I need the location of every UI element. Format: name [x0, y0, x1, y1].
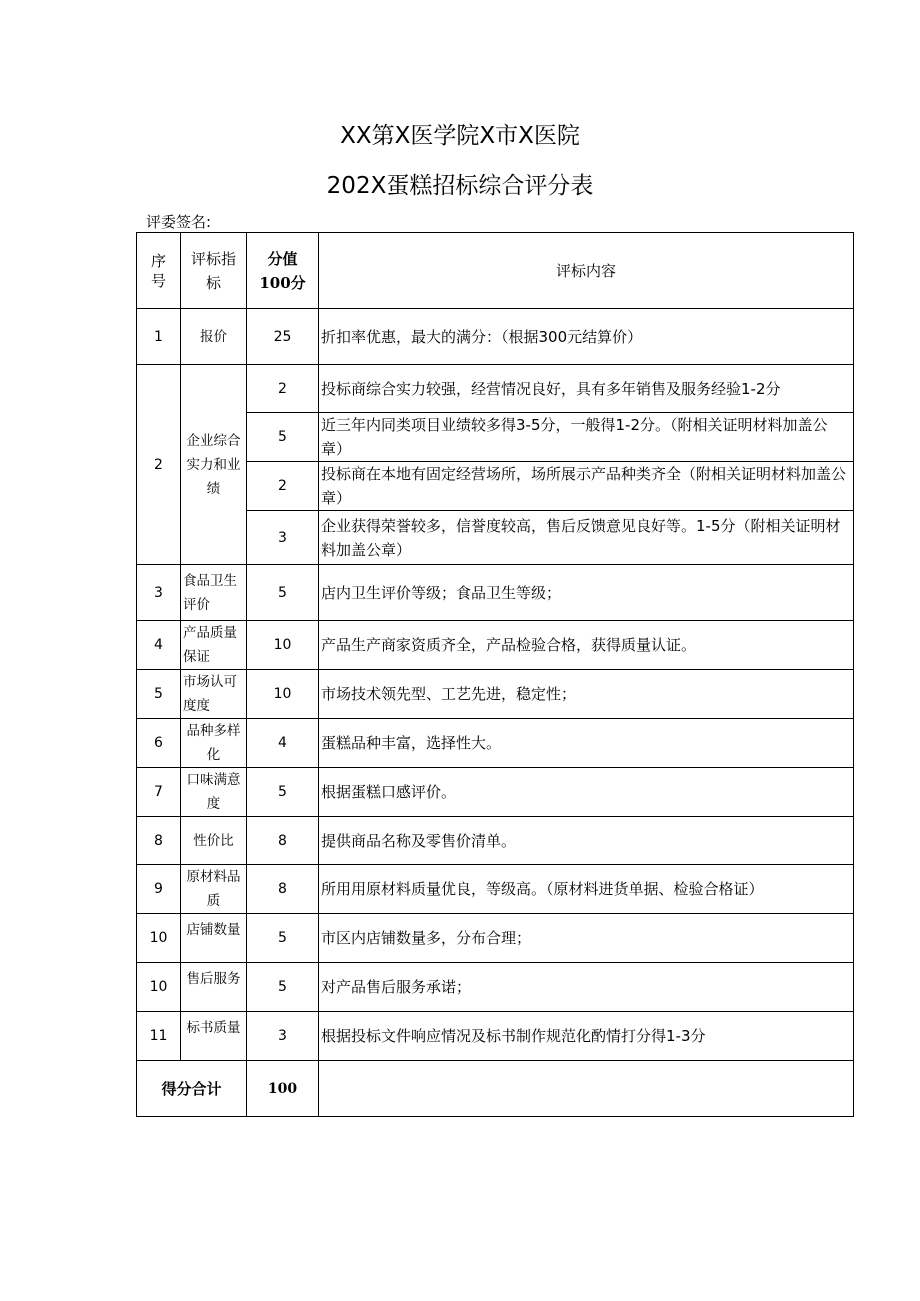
- row-indicator: 性价比: [181, 817, 247, 865]
- total-row: [137, 1061, 854, 1117]
- row-score: 2: [247, 365, 319, 413]
- header-indicator: 评标指标: [181, 233, 247, 309]
- row-indicator: 产品质量保证: [181, 621, 247, 670]
- row-content: 根据投标文件响应情况及标书制作规范化酌情打分得1-3分: [319, 1012, 854, 1061]
- row-no: 2: [137, 365, 181, 565]
- row-no: 4: [137, 621, 181, 670]
- row-score: 5: [247, 914, 319, 963]
- table-row: [137, 1012, 854, 1061]
- row-content: 提供商品名称及零售价清单。: [319, 817, 854, 865]
- row-content: 市场技术领先型、工艺先进，稳定性；: [319, 670, 854, 719]
- row-score: 10: [247, 670, 319, 719]
- row-indicator: 食品卫生评价: [181, 565, 247, 621]
- row-content: 店内卫生评价等级；食品卫生等级；: [319, 565, 854, 621]
- row-indicator: 售后服务: [181, 963, 247, 1012]
- row-no: 10: [137, 963, 181, 1012]
- total-score: 100: [247, 1061, 319, 1117]
- table-row: [137, 565, 854, 621]
- row-content: 投标商综合实力较强，经营情况良好，具有多年销售及服务经验1-2分: [319, 365, 854, 413]
- row-indicator: 市场认可度度: [181, 670, 247, 719]
- table-row: [137, 963, 854, 1012]
- row-content: 根据蛋糕口感评价。: [319, 768, 854, 817]
- table-header-row: [137, 233, 854, 309]
- row-score: 2: [247, 462, 319, 511]
- row-no: 6: [137, 719, 181, 768]
- table-row: [137, 768, 854, 817]
- table-row: [137, 914, 854, 963]
- row-indicator: 企业综合实力和业绩: [181, 365, 247, 565]
- row-indicator: 口味满意度: [181, 768, 247, 817]
- row-content: 蛋糕品种丰富，选择性大。: [319, 719, 854, 768]
- table-row: [137, 865, 854, 914]
- row-score: 10: [247, 621, 319, 670]
- row-no: 11: [137, 1012, 181, 1061]
- row-no: 9: [137, 865, 181, 914]
- header-content: 评标内容: [319, 233, 854, 309]
- row-indicator: 品种多样化: [181, 719, 247, 768]
- row-content: 所用用原材料质量优良，等级高。（原材料进货单据、检验合格证）: [319, 865, 854, 914]
- row-indicator: 店铺数量: [181, 914, 247, 963]
- row-content: 市区内店铺数量多，分布合理；: [319, 914, 854, 963]
- row-no: 3: [137, 565, 181, 621]
- table-row: [137, 309, 854, 365]
- table-row: [137, 365, 854, 413]
- table-row: [137, 817, 854, 865]
- row-content: 近三年内同类项目业绩较多得3-5分，一般得1-2分。（附相关证明材料加盖公章）: [319, 413, 854, 462]
- row-no: 8: [137, 817, 181, 865]
- row-score: 4: [247, 719, 319, 768]
- row-content: 折扣率优惠，最大的满分：（根据300元结算价）: [319, 309, 854, 365]
- row-score: 5: [247, 768, 319, 817]
- row-score: 8: [247, 865, 319, 914]
- row-content: 产品生产商家资质齐全，产品检验合格，获得质量认证。: [319, 621, 854, 670]
- row-no: 5: [137, 670, 181, 719]
- row-no: 7: [137, 768, 181, 817]
- row-no: 1: [137, 309, 181, 365]
- document-title: XX第X医学院X市X医院: [340, 123, 580, 149]
- row-indicator: 报价: [181, 309, 247, 365]
- table-row: [137, 621, 854, 670]
- total-label: 得分合计: [137, 1061, 247, 1117]
- header-no: 序号: [137, 233, 181, 309]
- table-row: [137, 719, 854, 768]
- row-content: 对产品售后服务承诺；: [319, 963, 854, 1012]
- total-content: [319, 1061, 854, 1117]
- signature-label: 评委签名:: [146, 213, 212, 231]
- row-indicator: 标书质量: [181, 1012, 247, 1061]
- row-score: 3: [247, 1012, 319, 1061]
- header-score: 分值 100分: [247, 233, 319, 309]
- scoring-table: [136, 232, 854, 1117]
- row-no: 10: [137, 914, 181, 963]
- row-score: 5: [247, 565, 319, 621]
- row-content: 企业获得荣誉较多，信誉度较高，售后反馈意见良好等。1-5分（附相关证明材料加盖公章）: [319, 511, 854, 565]
- table-row: [137, 670, 854, 719]
- row-score: 25: [247, 309, 319, 365]
- row-score: 3: [247, 511, 319, 565]
- row-score: 5: [247, 413, 319, 462]
- row-indicator: 原材料品质: [181, 865, 247, 914]
- row-content: 投标商在本地有固定经营场所，场所展示产品种类齐全（附相关证明材料加盖公章）: [319, 462, 854, 511]
- document-subtitle: 202X蛋糕招标综合评分表: [326, 173, 594, 199]
- row-score: 5: [247, 963, 319, 1012]
- row-score: 8: [247, 817, 319, 865]
